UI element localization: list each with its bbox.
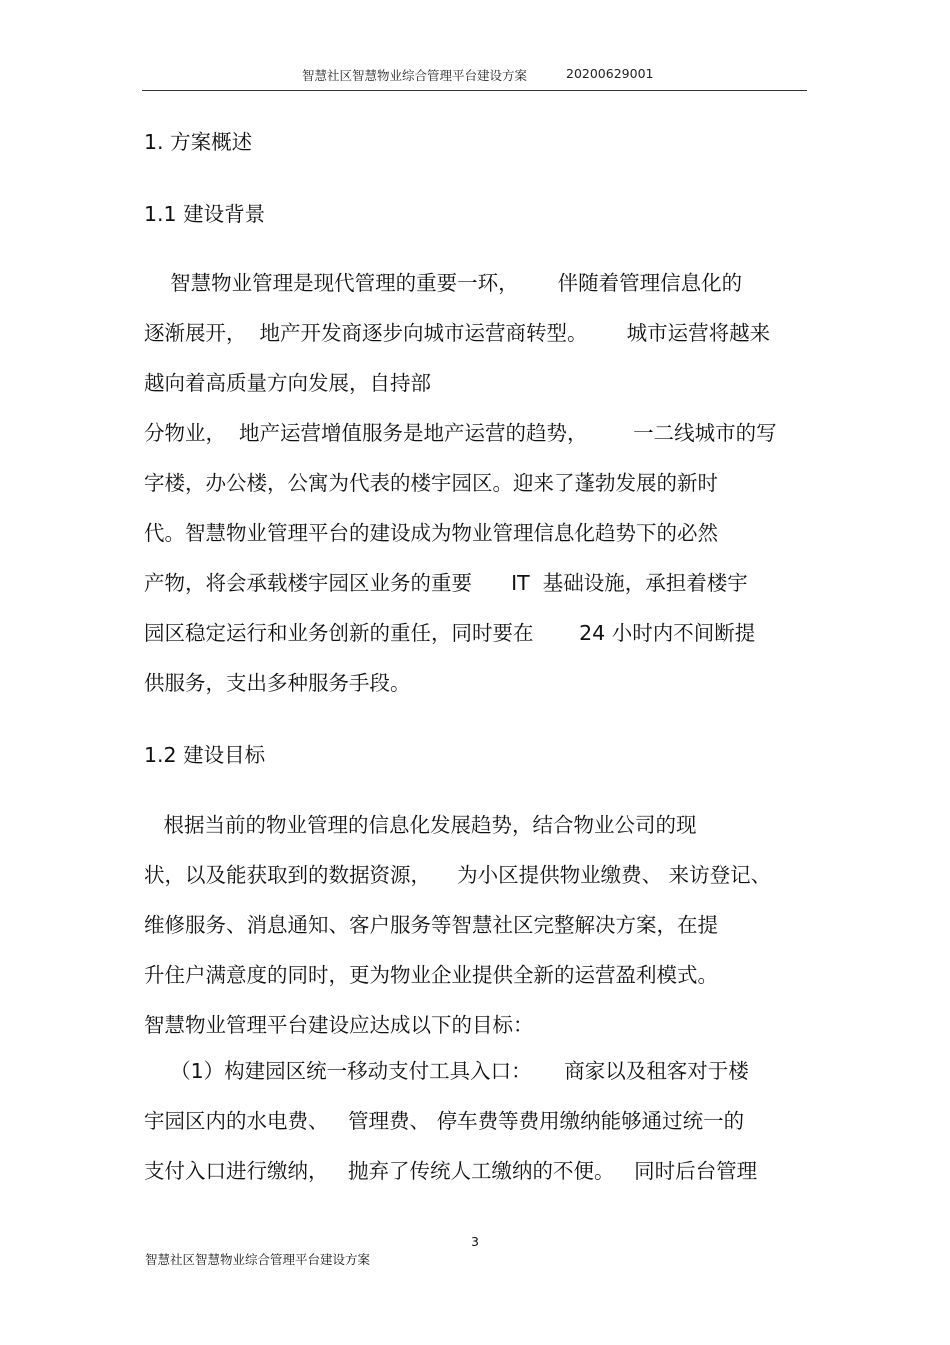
header-divider (142, 90, 807, 91)
body-line: 升住户满意度的同时，更为物业企业提供全新的运营盈利模式。 (144, 963, 718, 987)
body-line: 代。智慧物业管理平台的建设成为物业管理信息化趋势下的必然 (144, 521, 718, 545)
body-line: 根据当前的物业管理的信息化发展趋势，结合物业公司的现 (144, 813, 697, 837)
body-line: 字楼，办公楼，公寓为代表的楼宇园区。迎来了蓬勃发展的新时 (144, 471, 718, 495)
body-line: 维修服务、消息通知、客户服务等智慧社区完整解决方案，在提 (144, 913, 718, 937)
footer-title: 智慧社区智慧物业综合管理平台建设方案 (145, 1252, 371, 1267)
body-line: （1）构建园区统一移动支付工具入口： 商家以及租客对于楼 (144, 1059, 749, 1083)
body-line: 智慧物业管理是现代管理的重要一环， 伴随着管理信息化的 (144, 271, 743, 295)
body-line: 状，以及能获取到的数据资源， 为小区提供物业缴费、 来访登记、 (144, 863, 772, 887)
body-line: 产物，将会承载楼宇园区业务的重要 IT 基础设施，承担着楼宇 (144, 571, 748, 595)
body-line: 分物业， 地产运营增值服务是地产运营的趋势， 一二线城市的写 (144, 421, 777, 445)
page-number: 3 (471, 1234, 479, 1249)
body-line: 园区稳定运行和业务创新的重任，同时要在 24 小时内不间断提 (144, 621, 756, 645)
header-title: 智慧社区智慧物业综合管理平台建设方案 (302, 68, 528, 83)
body-line: 供服务，支出多种服务手段。 (144, 671, 411, 695)
section-heading-1: 1. 方案概述 (144, 130, 253, 154)
subsection-heading-1-1: 1.1 建设背景 (144, 202, 266, 226)
body-line: 越向着高质量方向发展，自持部 (144, 371, 431, 395)
body-line: 逐渐展开， 地产开发商逐步向城市运营商转型。 城市运营将越来 (144, 321, 771, 345)
header-doc-number: 20200629001 (566, 66, 654, 81)
subsection-heading-1-2: 1.2 建设目标 (144, 743, 266, 767)
body-line: 宇园区内的水电费、 管理费、 停车费等费用缴纳能够通过统一的 (144, 1109, 745, 1133)
body-line: 支付入口进行缴纳， 抛弃了传统人工缴纳的不便。 同时后台管理 (144, 1159, 758, 1183)
body-line: 智慧物业管理平台建设应达成以下的目标： (144, 1013, 534, 1037)
